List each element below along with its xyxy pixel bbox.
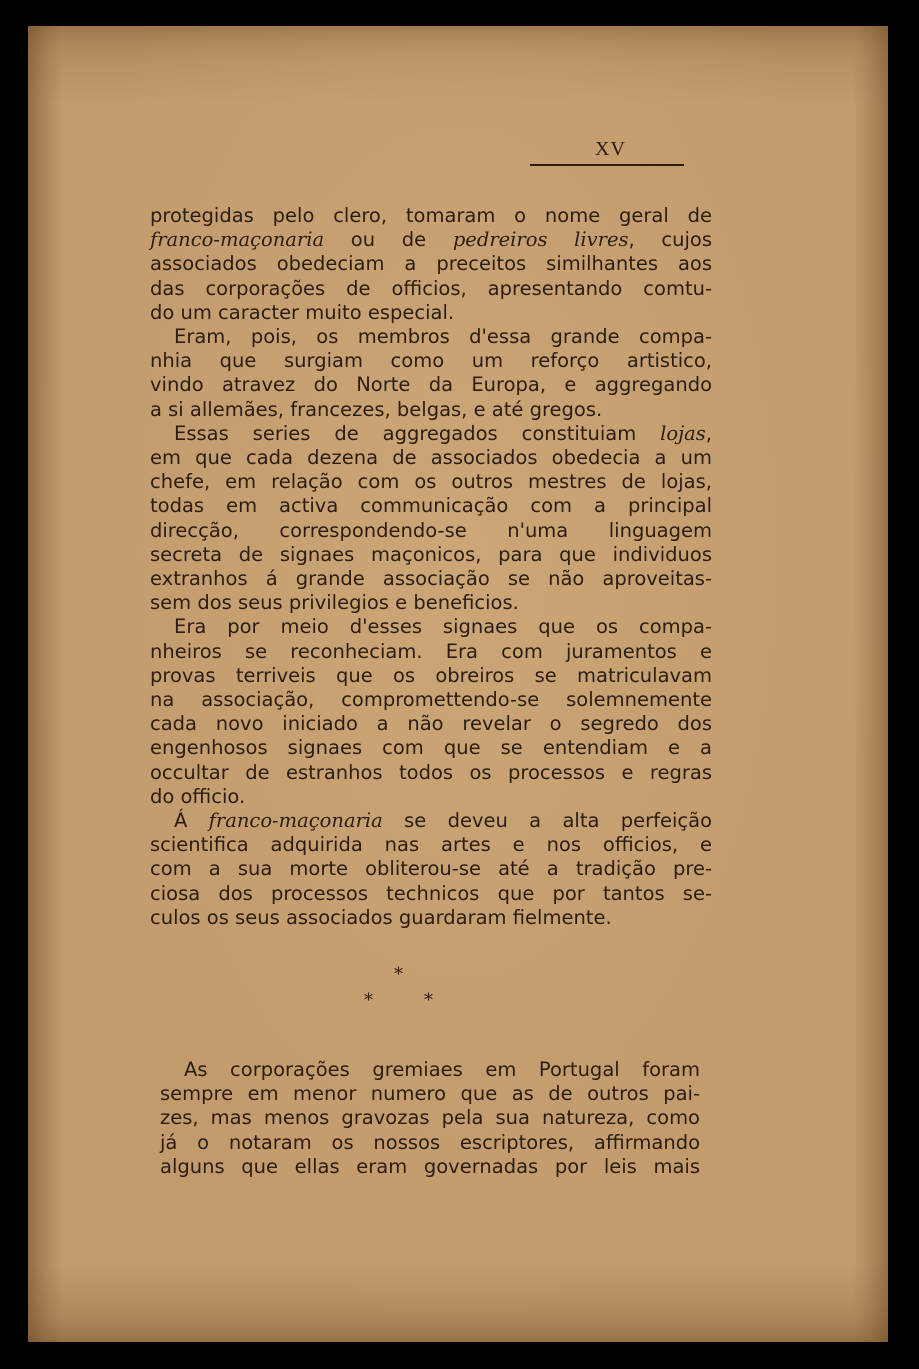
text-line: Essas series de aggregados constituiam lojas, xyxy=(174,421,712,445)
text-line: do officio. xyxy=(150,784,246,808)
text-line: secreta de signaes maçonicos, para que individuos xyxy=(150,542,712,566)
text-line: sempre em menor numero que as de outros pai- xyxy=(160,1082,700,1106)
italic-term: lojas xyxy=(660,421,706,445)
header-rule xyxy=(530,164,684,166)
text-line: Á franco-maçonaria se deveu a alta perfeição xyxy=(174,809,713,833)
text-line: associados obedeciam a preceitos similhantes aos xyxy=(150,252,712,276)
text-line: do um caracter muito especial. xyxy=(150,300,455,324)
asterisk-top: * xyxy=(394,964,403,985)
text-line: já o notaram os nossos escriptores, affirmando xyxy=(160,1130,700,1154)
text-line: As corporações gremiaes em Portugal foram xyxy=(184,1058,700,1081)
text-line: todas em activa communicação com a principal xyxy=(150,494,712,518)
text-line: na associação, compromettendo-se solemnemente xyxy=(150,688,712,712)
asterisk-bottom-right: * xyxy=(424,990,433,1011)
text-line: das corporações de officios, apresentando comtu- xyxy=(150,276,712,300)
text-line: Era por meio d'esses signaes que os compa- xyxy=(174,615,712,639)
text-line: vindo atravez do Norte da Europa, e aggregando xyxy=(150,373,712,397)
text-line: protegidas pelo clero, tomaram o nome geral de xyxy=(150,204,712,227)
text-line: direcção, correspondendo-se n'uma linguagem xyxy=(150,518,712,542)
italic-term: pedreiros livres xyxy=(452,228,629,252)
bottom-paragraph xyxy=(160,1058,700,1179)
text-line: nheiros se reconheciam. Era com juramentos e xyxy=(150,639,712,663)
text-line: sem dos seus privilegios e beneficios. xyxy=(150,591,519,615)
italic-term: franco-maçonaria xyxy=(150,228,325,252)
text-line: cada novo iniciado a não revelar o segredo dos xyxy=(150,712,712,736)
text-line: ciosa dos processos technicos que por tantos se- xyxy=(150,881,712,905)
page-number: XV xyxy=(595,138,626,160)
text-line: com a sua morte obliterou-se até a tradição pre- xyxy=(150,857,712,881)
text-line: culos os seus associados guardaram fielmente. xyxy=(150,905,612,929)
text-line: zes, mas menos gravozas pela sua natureza, como xyxy=(160,1106,700,1130)
text-line: franco-maçonaria ou de pedreiros livres, cujos xyxy=(150,228,712,252)
text-line: chefe, em relação com os outros mestres de lojas, xyxy=(150,470,712,494)
text-line: extranhos á grande associação se não aproveitas- xyxy=(150,567,712,591)
text-line: engenhosos signaes com que se entendiam e a xyxy=(150,736,712,760)
text-line: em que cada dezena de associados obedecia a um xyxy=(150,446,712,470)
text-line: Eram, pois, os membros d'essa grande compa- xyxy=(174,325,712,349)
text-line: scientifica adquirida nas artes e nos officios, e xyxy=(150,833,712,857)
section-separator xyxy=(358,964,458,1020)
book-page xyxy=(28,26,888,1342)
main-paragraphs xyxy=(150,204,712,930)
text-line: provas terriveis que os obreiros se matriculavam xyxy=(150,663,712,687)
asterisk-bottom-left: * xyxy=(364,990,373,1011)
text-line: a si allemães, francezes, belgas, e até gregos. xyxy=(150,397,603,421)
italic-term: franco-maçonaria xyxy=(208,809,383,833)
text-line: occultar de estranhos todos os processos e regras xyxy=(150,760,712,784)
text-line: alguns que ellas eram governadas por leis mais xyxy=(160,1154,700,1178)
text-line: nhia que surgiam como um reforço artistico, xyxy=(150,349,712,373)
